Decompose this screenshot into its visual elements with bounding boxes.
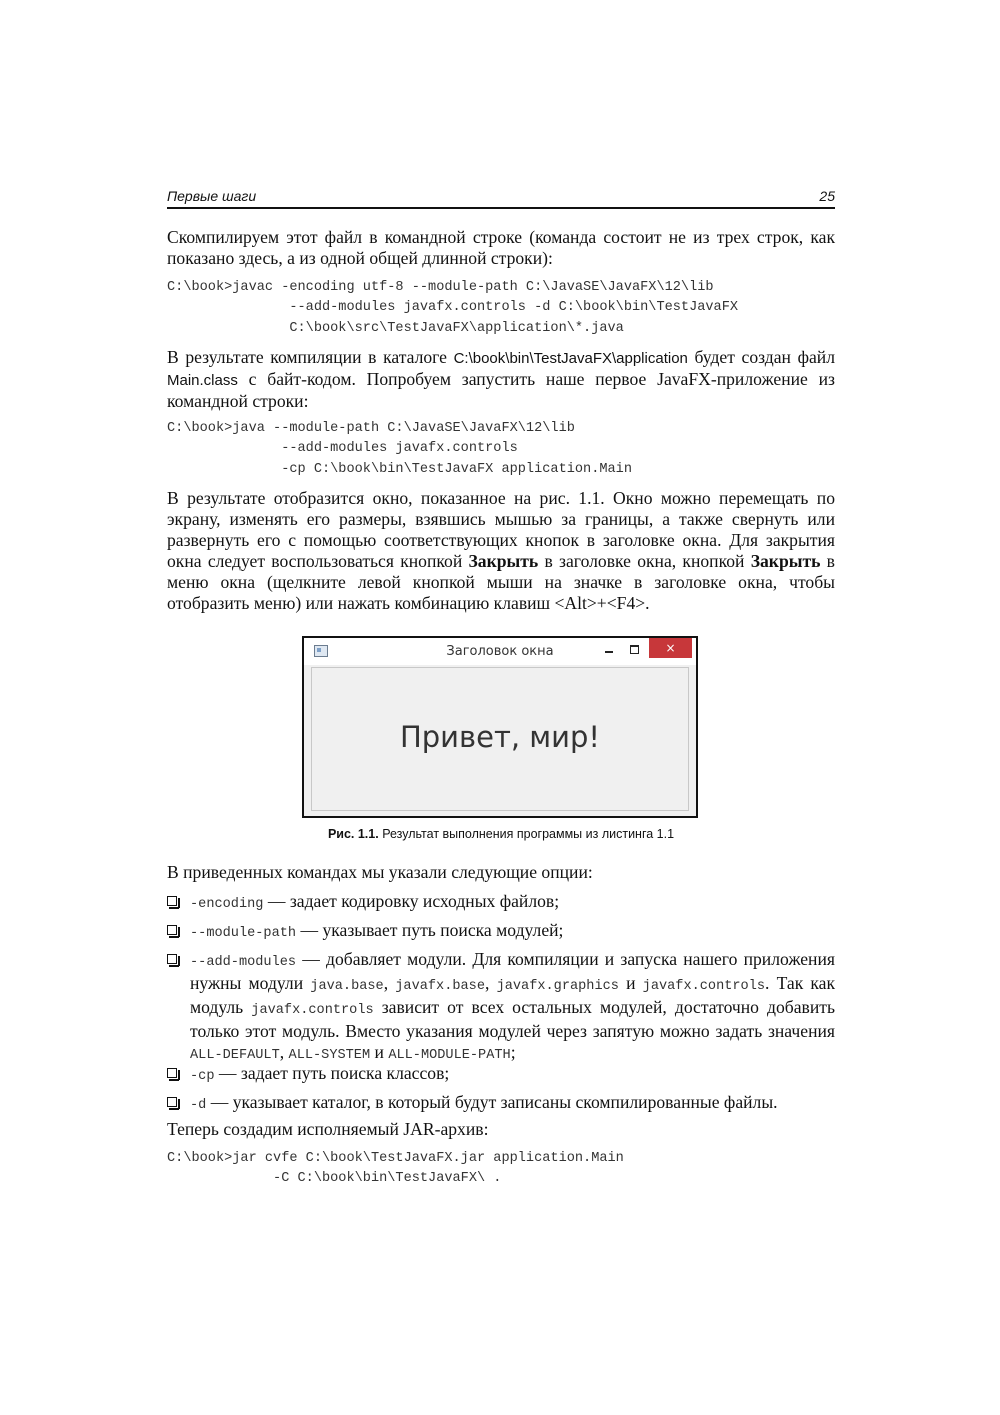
- paragraph-jar-intro: Теперь создадим исполняемый JAR-архив:: [167, 1119, 489, 1139]
- option-name: --module-path: [190, 926, 297, 941]
- option-name: -d: [190, 1098, 207, 1113]
- text: и: [618, 973, 643, 993]
- list-item: [167, 1092, 835, 1116]
- text: ;: [510, 1042, 516, 1062]
- figure-caption: [167, 827, 835, 841]
- option-name: -cp: [190, 1069, 215, 1084]
- hello-label: Привет, мир!: [399, 720, 601, 754]
- paragraph-window-description: [167, 488, 835, 614]
- text: в заголовке окна, кнопкой: [538, 551, 751, 571]
- bullet-box-icon: [167, 1068, 177, 1078]
- bullet-box-icon: [167, 954, 177, 964]
- option-name: --add-modules: [190, 955, 297, 970]
- text: ,: [485, 973, 497, 993]
- text: — указывает каталог, в который будут записаны скомпилированные файлы.: [206, 1092, 778, 1112]
- text: зависит от всех остальных модулей, достаточно добавить только этот модуль. Вместо указания модулей через запятую можно задать значения: [190, 997, 835, 1041]
- list-item: [167, 891, 835, 915]
- paragraph-compile-intro: Скомпилируем этот файл в командной строке (команда состоит не из трех строк, как показано здесь, а из одной общей длинной строки):: [167, 227, 835, 268]
- maximize-icon[interactable]: [628, 641, 642, 659]
- value-name: ALL-MODULE-PATH: [388, 1048, 511, 1063]
- caption-text: Результат выполнения программы из листинга 1.1: [378, 827, 675, 841]
- text: — указывает путь поиска модулей;: [296, 920, 564, 940]
- chapter-title: Первые шаги: [167, 188, 257, 204]
- text: и: [370, 1042, 389, 1062]
- paragraph-compile-result: [167, 347, 835, 412]
- text: В результате компиляции в каталоге: [167, 347, 454, 367]
- close-button[interactable]: ×: [649, 638, 692, 658]
- window-title: Заголовок окна: [446, 644, 554, 659]
- running-header: [167, 187, 835, 209]
- option-name: -encoding: [190, 897, 264, 912]
- code-block-java-run: C:\book>java --module-path C:\JavaSE\JavaFX\12\lib --add-modules javafx.controls -cp C:\book\bin\TestJavaFX application.Main: [167, 421, 632, 477]
- list-item: [167, 949, 835, 1066]
- window-client-area: [311, 667, 689, 811]
- page-number: 25: [819, 188, 835, 204]
- list-item: [167, 1063, 835, 1087]
- module-name: javafx.graphics: [496, 979, 619, 994]
- value-name: ALL-DEFAULT: [190, 1048, 280, 1063]
- value-name: ALL-SYSTEM: [288, 1048, 371, 1063]
- minimize-icon[interactable]: [602, 641, 616, 659]
- module-name: javafx.controls: [251, 1003, 374, 1018]
- window-titlebar: [304, 638, 696, 665]
- bold-close: Закрыть: [468, 551, 539, 571]
- bold-close: Закрыть: [750, 551, 821, 571]
- caption-label: Рис. 1.1.: [327, 827, 379, 841]
- figure-window-screenshot: [302, 636, 698, 818]
- class-file-name: Main.class: [167, 372, 238, 389]
- text: будет создан файл: [687, 347, 835, 367]
- module-name: java.base: [310, 979, 384, 994]
- list-item: [167, 920, 835, 944]
- text: — задает путь поиска классов;: [214, 1063, 450, 1083]
- module-name: javafx.base: [395, 979, 485, 994]
- text: — добавляет модули. Для компиляции и запуска нашего приложения нужны модули: [190, 949, 835, 993]
- bullet-box-icon: [167, 1097, 177, 1107]
- text: ,: [279, 1042, 289, 1062]
- code-block-javac: C:\book>javac -encoding utf-8 --module-path C:\JavaSE\JavaFX\12\lib --add-modules javafx.controls -d C:\book\bin\TestJavaFX C:\book\src\TestJavaFX\application\*.java: [167, 280, 739, 336]
- text: — задает кодировку исходных файлов;: [263, 891, 560, 911]
- bullet-box-icon: [167, 925, 177, 935]
- text: . Так как модуль: [190, 973, 836, 1017]
- text: в меню окна (щелкните левой кнопкой мыши на значке в заголовке окна, чтобы отобразить меню) или нажать комбинацию клавиш <Alt>+<F4>.: [167, 551, 835, 613]
- bullet-box-icon: [167, 896, 177, 906]
- text: с байт-кодом. Попробуем запустить наше первое JavaFX-приложение из командной строки:: [167, 369, 835, 411]
- text: В результате отобразится окно, показанное на рис. 1.1. Окно можно перемещать по экрану, изменять его размеры, взявшись мышью за границы, а также свернуть или развернуть его с помощью соответствующих кнопок в заголовке окна. Для закрытия окна следует воспользоваться кнопкой: [167, 488, 835, 571]
- code-block-jar: C:\book>jar cvfe C:\book\TestJavaFX.jar application.Main -C C:\book\bin\TestJavaFX\ .: [167, 1151, 624, 1187]
- text: ,: [383, 973, 396, 993]
- paragraph-options-intro: В приведенных командах мы указали следующие опции:: [167, 862, 593, 882]
- output-path: C:\book\bin\TestJavaFX\application: [453, 350, 688, 367]
- module-name: javafx.controls: [642, 979, 766, 994]
